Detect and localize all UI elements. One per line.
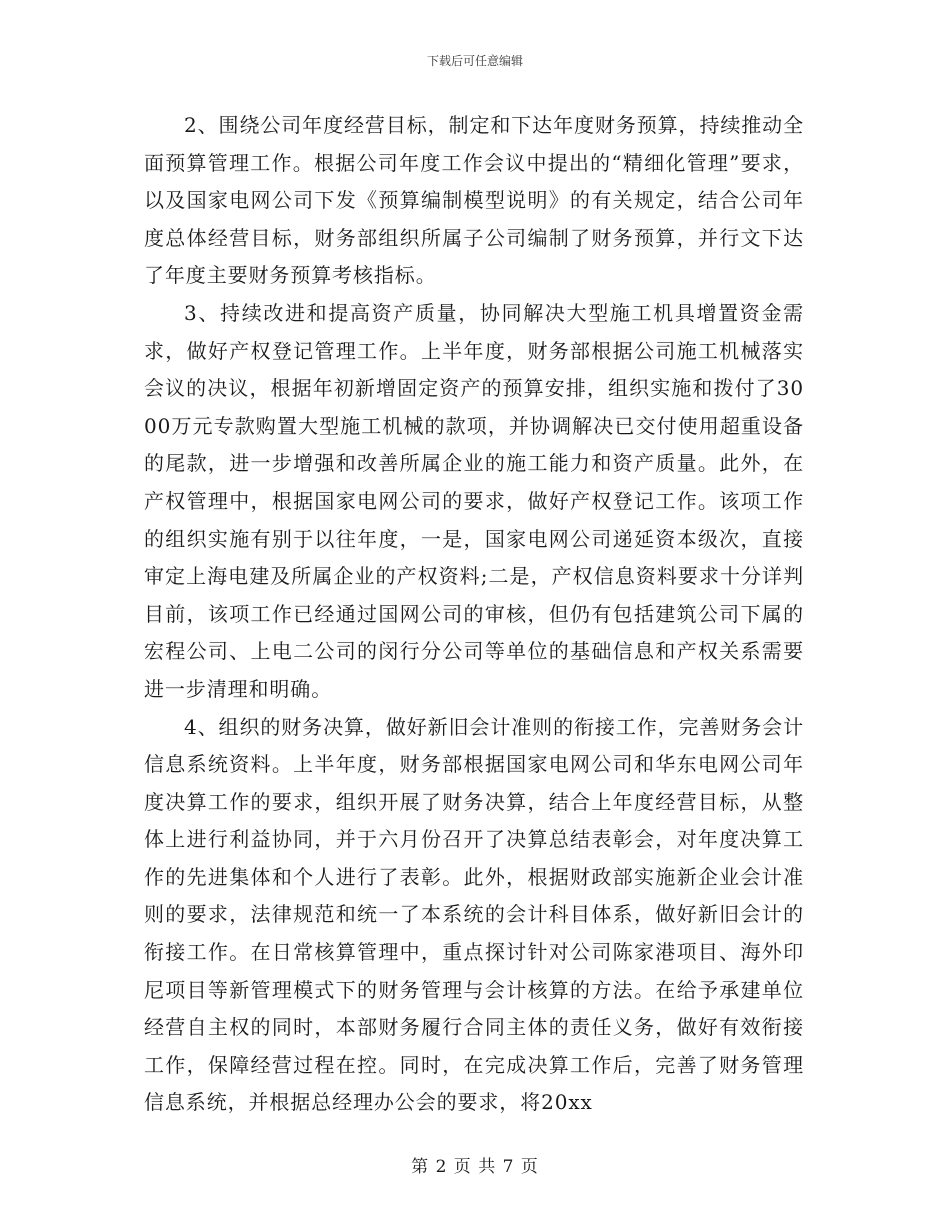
paragraph-item-3: 3、持续改进和提高资产质量，协同解决大型施工机具增置资金需求，做好产权登记管理工作。上半年度，财务部根据公司施工机械落实会议的决议，根据年初新增固定资产的预算安排，组织实施和拨付了3000万元专款购置大型施工机械的款项，并协调解决已交付使用超重设备的尾款，进一步增强和改善所属企业的施工能力和资产质量。此外，在产权管理中，根据国家电网公司的要求，做好产权登记工作。该项工作的组织实施有别于以往年度，一是，国家电网公司递延资本级次，直接审定上海电建及所属企业的产权资料;二是，产权信息资料要求十分详判目前，该项工作已经通过国网公司的审核，但仍有包括建筑公司下属的宏程公司、上电二公司的闵行分公司等单位的基础信息和产权关系需要进一步清理和明确。 — [144, 300, 804, 701]
document-body — [144, 107, 804, 1122]
page-number-footer: 第 2 页 共 7 页 — [411, 1157, 539, 1177]
paragraph-item-2: 2、围绕公司年度经营目标，制定和下达年度财务预算，持续推动全面预算管理工作。根据公司年度工作会议中提出的“精细化管理”要求，以及国家电网公司下发《预算编制模型说明》的有关规定，结合公司年度总体经营目标，财务部组织所属子公司编制了财务预算，并行文下达了年度主要财务预算考核指标。 — [144, 113, 804, 288]
page-header: 下载后可任意编辑 — [426, 54, 523, 68]
paragraph-item-4: 4、组织的财务决算，做好新旧会计准则的衔接工作，完善财务会计信息系统资料。上半年度，财务部根据国家电网公司和华东电网公司年度决算工作的要求，组织开展了财务决算，结合上年度经营目标，从整体上进行利益协同，并于六月份召开了决算总结表彰会，对年度决算工作的先进集体和个人进行了表彰。此外，根据财政部实施新企业会计准则的要求，法律规范和统一了本系统的会计科目体系，做好新旧会计的衔接工作。在日常核算管理中，重点探讨针对公司陈家港项目、海外印尼项目等新管理模式下的财务管理与会计核算的方法。在给予承建单位经营自主权的同时，本部财务履行合同主体的责任义务，做好有效衔接工作，保障经营过程在控。同时，在完成决算工作后，完善了财务管理信息系统，并根据总经理办公会的要求，将20xx — [144, 714, 804, 1115]
